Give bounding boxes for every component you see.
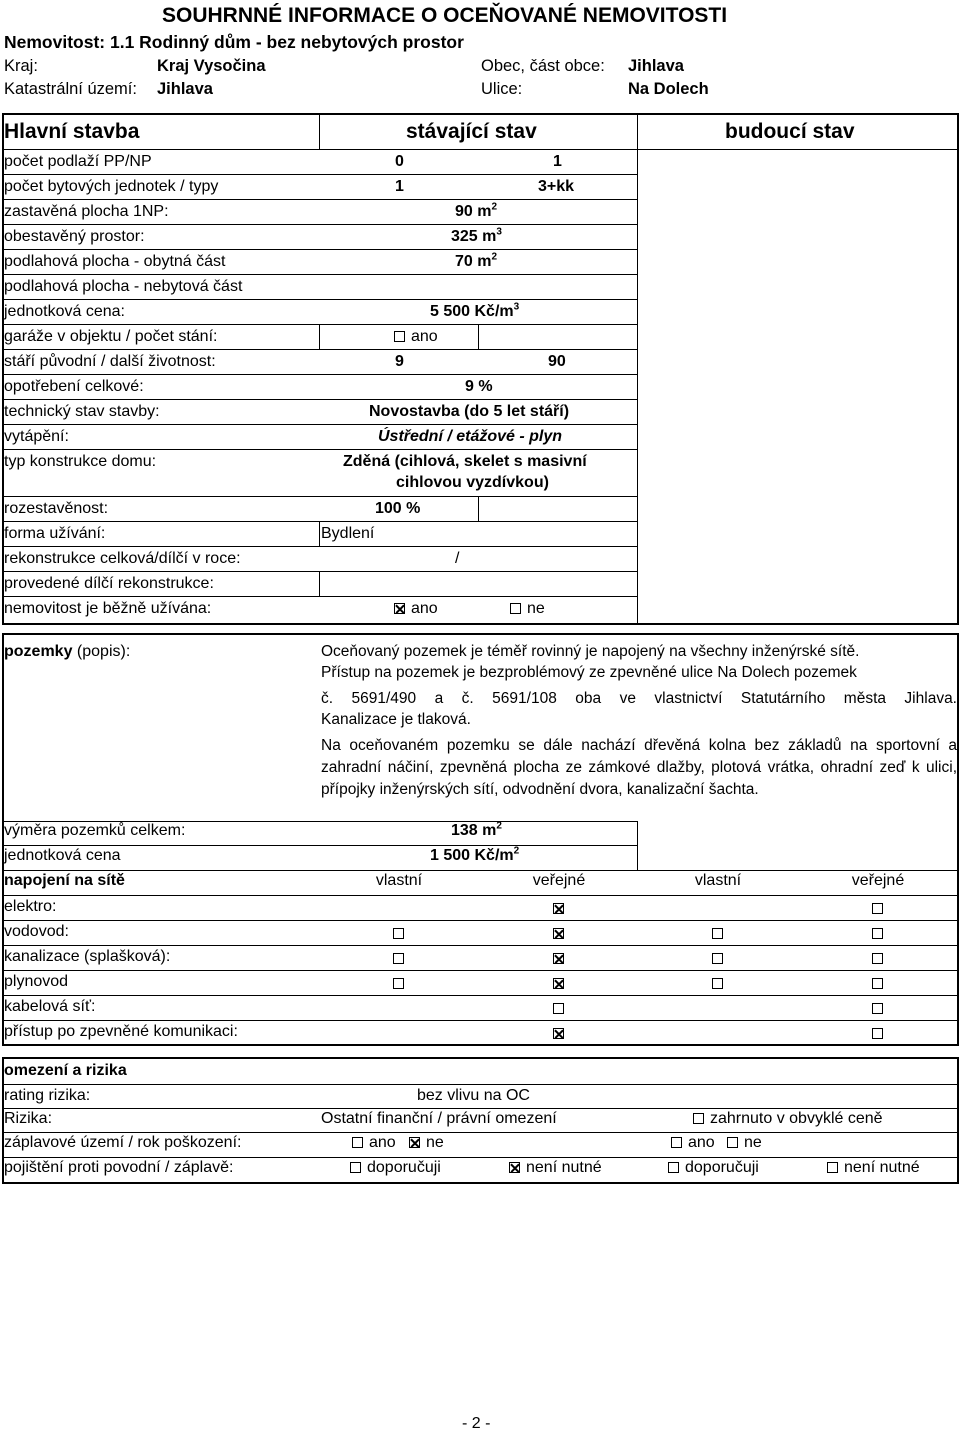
- built-area-number: 90 m: [455, 203, 492, 220]
- floor-res-exponent: 2: [491, 251, 498, 263]
- ulice-label: Ulice:: [481, 80, 523, 98]
- life-value: 90: [548, 353, 566, 370]
- floor-res-number: 70 m: [455, 253, 492, 270]
- floors-pp: 0: [395, 153, 404, 170]
- land-area-exponent: 2: [496, 820, 502, 832]
- land-description-extra: Na oceňovaném pozemku se dále nachází dřevěná kolna bez základů na sportovní a zahradní náčiní, zpevněná plocha ze zámkové dlažby, plotová vrátka, ohradní zeď k ulici, přípojky inženýrských sítí, odvodnění dvora, kanalizační šachta.: [321, 737, 957, 798]
- row-sep: [2, 449, 637, 450]
- rating-value: bez vlivu na OC: [417, 1087, 530, 1104]
- checkbox-icon[interactable]: [393, 950, 404, 968]
- cell-divider: [319, 324, 320, 349]
- land-row-sep: [2, 870, 959, 871]
- units-label: počet bytových jednotek / typy: [4, 178, 219, 195]
- util-row-sep: [2, 945, 959, 946]
- checkbox-checked-mark: [553, 903, 564, 914]
- land-desc-line2: Přístup na pozemek je bezproblémový ze zpevněné ulice Na Dolech pozemek: [321, 664, 857, 681]
- util-row-sep: [2, 1020, 959, 1021]
- checkbox-icon[interactable]: [727, 1137, 738, 1148]
- flood-current-no[interactable]: [409, 1134, 444, 1152]
- inuse-yes-label: ano: [411, 600, 438, 617]
- built-area-label: zastavěná plocha 1NP:: [4, 203, 169, 220]
- garage-label: garáže v objektu / počet stání:: [4, 328, 218, 345]
- insurance-future-recommended-label: doporučuji: [685, 1159, 759, 1176]
- insurance-future-not-needed[interactable]: [827, 1159, 920, 1177]
- volume-number: 325 m: [451, 228, 497, 245]
- land-desc-line1: Oceňovaný pozemek je téměř rovinný je napojený na všechny inženýrské sítě.: [321, 643, 860, 660]
- heating-label: vytápění:: [4, 428, 69, 445]
- land-top-border: [2, 633, 959, 635]
- checkbox-box: [393, 928, 404, 939]
- row-sep: [2, 224, 637, 225]
- row-sep: [2, 496, 637, 497]
- construction-value-line1: Zděná (cihlová, skelet s masivní: [343, 453, 587, 470]
- page-title: SOUHRNNÉ INFORMACE O OCEŇOVANÉ NEMOVITOSTI: [162, 4, 728, 27]
- insurance-current-recommended-label: doporučuji: [367, 1159, 441, 1176]
- construction-label: typ konstrukce domu:: [4, 453, 157, 470]
- flood-future-no[interactable]: [727, 1134, 762, 1152]
- land-label-bold: pozemky: [4, 643, 73, 660]
- insurance-current-not-needed-label: není nutné: [526, 1159, 602, 1176]
- checkbox-icon[interactable]: [712, 925, 723, 943]
- util-header-public-current: veřejné: [532, 872, 586, 889]
- inuse-yes-option[interactable]: [394, 600, 438, 618]
- row-sep: [2, 249, 637, 250]
- usage-value: Bydlení: [321, 525, 375, 542]
- inuse-label: nemovitost je běžně užívána:: [4, 600, 212, 617]
- land-col-divider: [637, 821, 638, 870]
- flood-future-yes-label: ano: [688, 1134, 715, 1151]
- land-label-rest: (popis):: [72, 643, 131, 660]
- ku-value: Jihlava: [157, 80, 213, 98]
- table-bottom-border: [2, 623, 959, 625]
- land-price-number: 1 500 Kč/m: [430, 847, 514, 864]
- flood-label: záplavové území / rok poškození:: [4, 1134, 242, 1151]
- checkbox-box: [872, 953, 883, 964]
- checkbox-checked-icon[interactable]: [394, 603, 405, 614]
- checkbox-icon[interactable]: [872, 1025, 883, 1043]
- wear-value: 9 %: [465, 378, 493, 395]
- checkbox-icon[interactable]: [872, 950, 883, 968]
- kraj-value: Kraj Vysočina: [157, 57, 266, 75]
- checkbox-checked-icon[interactable]: [553, 900, 564, 918]
- util-row-sep: [2, 995, 959, 996]
- cell-divider: [478, 324, 479, 349]
- risks-top-border: [2, 1057, 959, 1059]
- util-row-sep: [2, 1045, 959, 1046]
- table-right-border: [957, 113, 959, 625]
- checkbox-icon[interactable]: [352, 1137, 363, 1148]
- land-price-exponent: 2: [513, 845, 520, 857]
- flood-current-no-label: ne: [426, 1134, 444, 1151]
- volume-label: obestavěný prostor:: [4, 228, 145, 245]
- age-label: stáří původní / další životnost:: [4, 353, 216, 370]
- checkbox-icon[interactable]: [693, 1113, 704, 1124]
- land-desc-line3: č. 5691/490 a č. 5691/108 oba ve vlastnictví Statutárního města Jihlava.: [321, 690, 957, 707]
- insurance-current-recommended[interactable]: [350, 1159, 441, 1177]
- land-row-sep: [2, 845, 637, 846]
- volume-value: [451, 228, 502, 246]
- checkbox-box: [872, 903, 883, 914]
- checkbox-checked-mark: [553, 928, 564, 939]
- col-future-header: budoucí stav: [725, 120, 855, 143]
- checkbox-checked-icon[interactable]: [553, 950, 564, 968]
- utilities-title: napojení na sítě: [4, 872, 125, 889]
- age-value: 9: [395, 353, 404, 370]
- wear-label: opotřebení celkové:: [4, 378, 144, 395]
- risks-bottom-border: [2, 1182, 959, 1184]
- construction-value-line2: cihlovou vyzdívkou): [396, 474, 549, 491]
- flood-future-no-label: ne: [744, 1134, 762, 1151]
- checkbox-icon[interactable]: [827, 1162, 838, 1173]
- main-title: Hlavní stavba: [4, 120, 140, 143]
- row-sep: [2, 546, 637, 547]
- floors-label: počet podlaží PP/NP: [4, 153, 152, 170]
- checkbox-checked-icon[interactable]: [553, 975, 564, 993]
- risks-included-label: zahrnuto v obvyklé ceně: [710, 1110, 883, 1127]
- cell-divider: [478, 496, 479, 521]
- col-divider-left: [319, 113, 320, 149]
- checkbox-checked-icon[interactable]: [553, 925, 564, 943]
- checkbox-box: [712, 928, 723, 939]
- floor-nonres-label: podlahová plocha - nebytová část: [4, 278, 243, 295]
- tech-value: Novostavba (do 5 let stáří): [369, 403, 570, 420]
- land-area-number: 138 m: [451, 822, 497, 839]
- risks-value: Ostatní finanční / právní omezení: [321, 1110, 557, 1127]
- checkbox-icon[interactable]: [394, 331, 405, 342]
- checkbox-icon[interactable]: [712, 950, 723, 968]
- risks-row-sep: [2, 1108, 959, 1109]
- usage-label: forma užívání:: [4, 525, 106, 542]
- checkbox-icon[interactable]: [350, 1162, 361, 1173]
- row-sep: [2, 274, 637, 275]
- rating-label: rating rizika:: [4, 1087, 91, 1104]
- util-row-label: vodovod:: [4, 923, 69, 940]
- garage-option[interactable]: [394, 328, 438, 346]
- risks-row-sep: [2, 1132, 959, 1133]
- row-sep: [2, 399, 637, 400]
- risks-right-border: [957, 1057, 959, 1184]
- inuse-no-option[interactable]: [510, 600, 545, 618]
- checkbox-icon[interactable]: [510, 603, 521, 614]
- unit-price-exponent: 3: [513, 301, 520, 313]
- util-row-label: přístup po zpevněné komunikaci:: [4, 1023, 238, 1040]
- reconstruction-value: /: [455, 550, 460, 567]
- completion-value: 100 %: [375, 500, 421, 517]
- col-divider-future: [637, 113, 638, 625]
- cell-divider: [319, 521, 320, 546]
- checkbox-checked-icon[interactable]: [553, 1025, 564, 1043]
- checkbox-box: [393, 978, 404, 989]
- util-row-label: elektro:: [4, 898, 57, 915]
- util-row-label: plynovod: [4, 973, 69, 990]
- flood-current-yes[interactable]: [352, 1134, 396, 1152]
- ulice-value: Na Dolech: [628, 80, 709, 98]
- land-area-value: [451, 822, 502, 840]
- insurance-current-not-needed[interactable]: [509, 1159, 602, 1177]
- header-underline: [2, 149, 959, 150]
- land-area-label: výměra pozemků celkem:: [4, 822, 186, 839]
- checkbox-icon[interactable]: [668, 1162, 679, 1173]
- floor-res-label: podlahová plocha - obytná část: [4, 253, 226, 270]
- checkbox-checked-mark: [553, 978, 564, 989]
- partial-label: provedené dílčí rekonstrukce:: [4, 575, 214, 592]
- land-label: [4, 643, 130, 661]
- heating-value: Ústřední / etážové - plyn: [378, 428, 563, 445]
- property-name: Nemovitost: 1.1 Rodinný dům - bez nebytových prostor: [4, 32, 464, 52]
- checkbox-icon[interactable]: [671, 1137, 682, 1148]
- checkbox-box: [872, 928, 883, 939]
- row-sep: [2, 199, 637, 200]
- util-header-public-future: veřejné: [851, 872, 905, 889]
- checkbox-icon[interactable]: [553, 1000, 564, 1018]
- flood-future-yes[interactable]: [671, 1134, 715, 1152]
- checkbox-checked-mark: [553, 953, 564, 964]
- risks-row-sep: [2, 1084, 959, 1085]
- checkbox-box: [872, 1003, 883, 1014]
- util-row-label: kanalizace (splašková):: [4, 948, 171, 965]
- built-area-exponent: 2: [491, 201, 498, 213]
- inuse-no-label: ne: [527, 600, 545, 617]
- built-area-value: [455, 203, 497, 221]
- reconstruction-label: rekonstrukce celková/dílčí v roce:: [4, 550, 241, 567]
- checkbox-box: [393, 953, 404, 964]
- checkbox-icon[interactable]: [872, 900, 883, 918]
- risks-row-sep: [2, 1157, 959, 1158]
- checkbox-checked-icon[interactable]: [509, 1162, 520, 1173]
- obec-label: Obec, část obce:: [481, 57, 605, 75]
- checkbox-checked-mark: [553, 1028, 564, 1039]
- checkbox-box: [553, 1003, 564, 1014]
- insurance-label: pojištění proti povodní / záplavě:: [4, 1159, 234, 1176]
- checkbox-checked-icon[interactable]: [409, 1137, 420, 1148]
- land-price-label: jednotková cena: [4, 847, 121, 864]
- checkbox-box: [712, 953, 723, 964]
- checkbox-icon[interactable]: [712, 975, 723, 993]
- flood-current-yes-label: ano: [369, 1134, 396, 1151]
- table-top-border: [2, 113, 959, 115]
- cell-divider: [319, 571, 320, 596]
- row-sep: [2, 174, 637, 175]
- util-row-sep: [2, 920, 959, 921]
- util-header-own-current: vlastní: [375, 872, 423, 889]
- checkbox-icon[interactable]: [393, 925, 404, 943]
- land-price-value: [430, 847, 519, 865]
- floors-np: 1: [553, 153, 562, 170]
- checkbox-icon[interactable]: [872, 925, 883, 943]
- risks-included-option[interactable]: [693, 1110, 883, 1128]
- row-sep: [2, 349, 637, 350]
- util-row-label: kabelová síť:: [4, 998, 96, 1015]
- util-row-sep: [2, 970, 959, 971]
- unit-price-value: [430, 303, 519, 321]
- risks-title: omezení a rizika: [4, 1062, 127, 1079]
- land-right-border: [957, 633, 959, 1046]
- util-header-own-future: vlastní: [694, 872, 742, 889]
- volume-exponent: 3: [496, 226, 502, 238]
- kraj-label: Kraj:: [4, 57, 38, 75]
- completion-label: rozestavěnost:: [4, 500, 109, 517]
- insurance-future-not-needed-label: není nutné: [844, 1159, 920, 1176]
- unit-price-label: jednotková cena:: [4, 303, 125, 320]
- checkbox-icon[interactable]: [872, 975, 883, 993]
- checkbox-box: [712, 978, 723, 989]
- util-row-sep: [2, 895, 959, 896]
- land-desc-line4: Kanalizace je tlaková.: [321, 711, 471, 728]
- row-sep: [2, 596, 637, 597]
- row-sep: [2, 299, 637, 300]
- floor-res-value: [455, 253, 497, 271]
- obec-value: Jihlava: [628, 57, 684, 75]
- checkbox-box: [872, 1028, 883, 1039]
- checkbox-icon[interactable]: [872, 1000, 883, 1018]
- garage-value: ano: [411, 328, 438, 345]
- units-count: 1: [395, 178, 404, 195]
- col-current-header: stávající stav: [406, 120, 537, 143]
- risks-label: Rizika:: [4, 1110, 53, 1127]
- insurance-future-recommended[interactable]: [668, 1159, 759, 1177]
- checkbox-box: [872, 978, 883, 989]
- units-type: 3+kk: [538, 178, 575, 195]
- page-number: - 2 -: [462, 1415, 491, 1432]
- unit-price-number: 5 500 Kč/m: [430, 303, 514, 320]
- row-sep: [2, 374, 637, 375]
- row-sep: [2, 424, 637, 425]
- ku-label: Katastrální území:: [4, 80, 137, 98]
- tech-label: technický stav stavby:: [4, 403, 160, 420]
- checkbox-icon[interactable]: [393, 975, 404, 993]
